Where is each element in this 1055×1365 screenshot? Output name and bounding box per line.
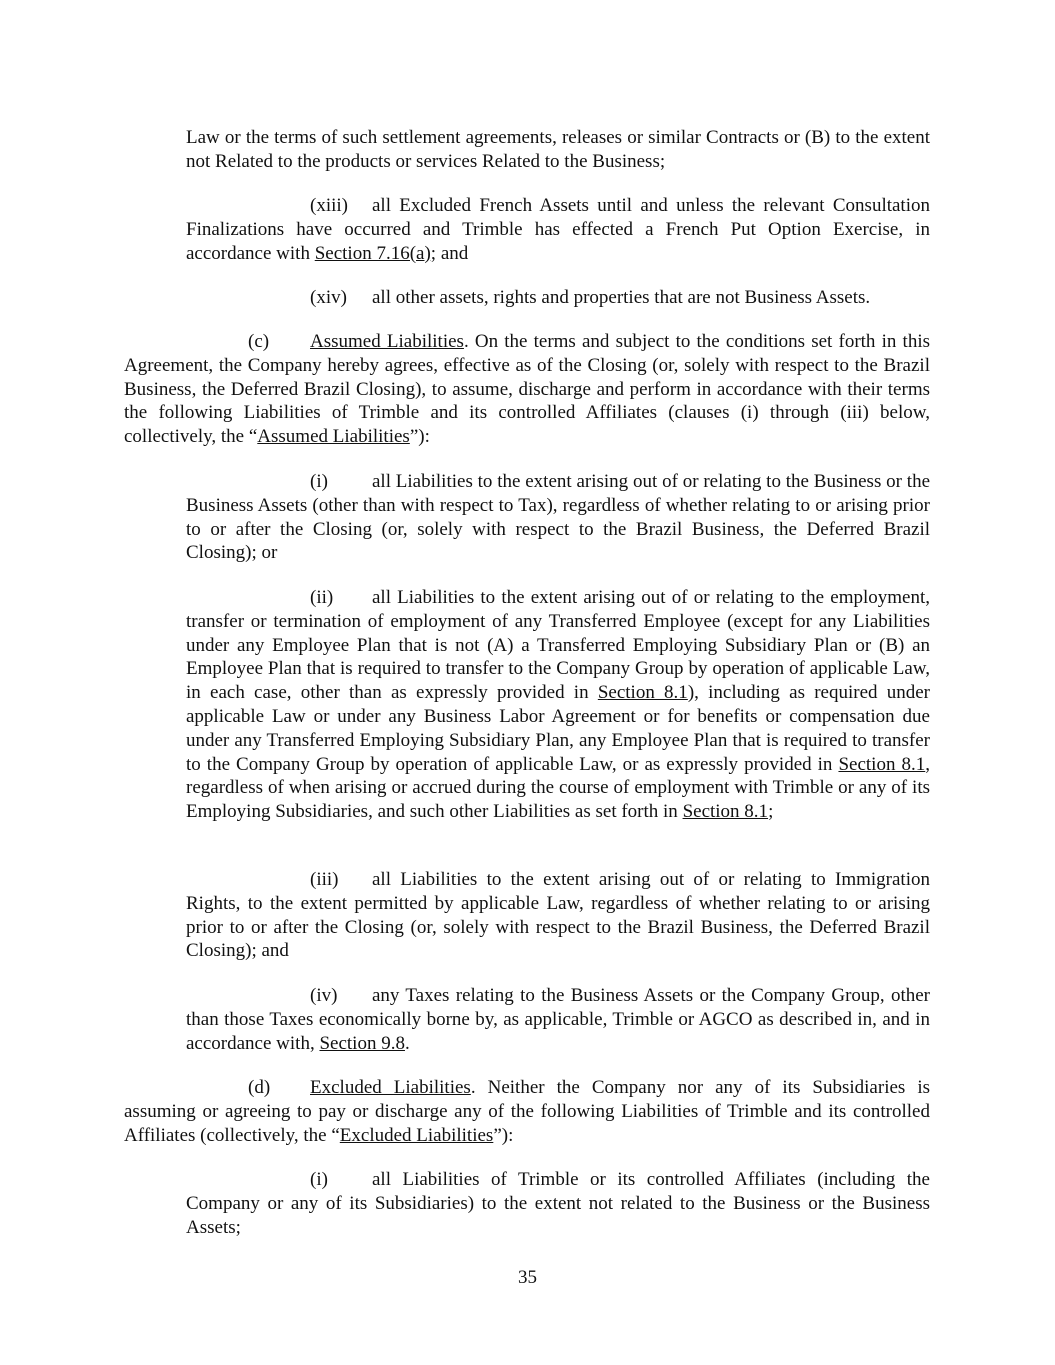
defined-term: Assumed Liabilities xyxy=(257,426,410,448)
clause-label: (i) xyxy=(310,1169,328,1190)
defined-term: Excluded Liabilities xyxy=(339,1124,494,1146)
clause-label: (ii) xyxy=(310,587,334,608)
section-reference: Section 8.1 xyxy=(838,753,926,775)
section-reference: Section 9.8 xyxy=(319,1032,405,1054)
clause-c-ii xyxy=(186,586,930,824)
section-d-excluded-liabilities xyxy=(124,1076,930,1147)
clause-label: (iii) xyxy=(310,869,339,890)
clause-text: any Taxes relating to the Business Assets or the Company Group, other than those Taxes economically borne by, as applicable, Trimble or AGCO as described in, and in accordance with, xyxy=(186,985,930,1054)
section-text: . On the terms and subject to the conditions set forth in this Agreement, the Company hereby agrees, effective as of the Closing (or, solely with respect to the Brazil Business, the Deferred Brazil Closing), to assume, discharge and perform in accordance with their terms the following Liabilities of Trimble and its controlled Affiliates (clauses (i) through (iii) below, collectively, the “ xyxy=(124,331,930,448)
section-c-assumed-liabilities xyxy=(124,330,930,449)
clause-c-i xyxy=(186,470,930,565)
paragraph-text: Law or the terms of such settlement agreements, releases or similar Contracts or (B) to the extent not Related to the products or services Related to the Business; xyxy=(186,127,930,172)
clause-text: , regardless of when arising or accrued during the course of employment with Trimble or any of its Employing Subsidiaries, and such other Liabilities as set forth in xyxy=(186,753,930,823)
clause-text: all Liabilities to the extent arising out of or relating to Immigration Rights, to the extent permitted by applicable Law, regardless of whether relating to or arising prior to or after the Closing (or, solely with respect to the Brazil Business, the Deferred Brazil Closing); and xyxy=(186,869,930,962)
clause-label: (i) xyxy=(310,471,328,492)
section-reference: Section 8.1 xyxy=(597,682,688,704)
section-text: . Neither the Company nor any of its Subsidiaries is assuming or agreeing to pay or discharge any of the following Liabilities of Trimble and its controlled Affiliates (collectively, the “ xyxy=(124,1077,930,1146)
clause-text: all Liabilities to the extent arising out of or relating to the Business or the Business Assets (other than with respect to Tax), regardless of whether relating to or arising prior to or after the Closing (or, solely with respect to the Brazil Business, the Deferred Brazil Closing); or xyxy=(186,471,930,564)
section-label: (c) xyxy=(248,331,270,352)
section-reference: Section 7.16(a) xyxy=(314,242,431,264)
paragraph-continuation xyxy=(186,126,930,174)
clause-text: all Excluded French Assets until and unless the relevant Consultation Finalizations have occurred and Trimble has effected a French Put Option Exercise, in accordance with xyxy=(186,195,930,264)
clause-xiii xyxy=(186,194,930,265)
page-number: 35 xyxy=(518,1267,537,1288)
clause-label: (iv) xyxy=(310,985,338,1006)
clause-tail: . xyxy=(404,1032,410,1054)
clause-c-iv xyxy=(186,984,930,1055)
clause-text: all Liabilities to the extent arising out of or relating to the employment, transfer or termination of employment of any Transferred Employee (except for any Liabilities under any Employee Plan that is not (A) a Transferred Employing Subsidiary Plan or (B) an Employee Plan that is required to transfer to the Company Group by operation of applicable Law, in each case, other than as expressly provided in xyxy=(186,587,930,704)
section-heading: Assumed Liabilities xyxy=(310,331,464,352)
clause-tail: ; xyxy=(768,801,774,823)
section-reference: Section 8.1 xyxy=(682,801,769,823)
section-heading: Excluded Liabilities xyxy=(310,1077,471,1098)
section-tail: ”): xyxy=(409,426,430,448)
section-tail: ”): xyxy=(493,1124,514,1146)
clause-text: all Liabilities of Trimble or its controlled Affiliates (including the Company or any of its Subsidiaries) to the extent not related to the Business or the Business Assets; xyxy=(186,1169,930,1238)
clause-text: all other assets, rights and properties that are not Business Assets. xyxy=(372,287,871,308)
section-label: (d) xyxy=(248,1077,271,1098)
clause-label: (xiv) xyxy=(310,287,347,308)
clause-d-i xyxy=(186,1168,930,1239)
clause-tail: ; and xyxy=(430,242,469,264)
clause-label: (xiii) xyxy=(310,195,348,216)
clause-c-iii xyxy=(186,868,930,963)
clause-text: ), including as required under applicable Law or under any Business Labor Agreement or for benefits or compensation due under any Transferred Employing Subsidiary Plan, any Employee Plan that is required to transfer to the Company Group by operation of applicable Law, or as expressly provided in xyxy=(186,682,930,775)
clause-xiv xyxy=(186,286,930,310)
